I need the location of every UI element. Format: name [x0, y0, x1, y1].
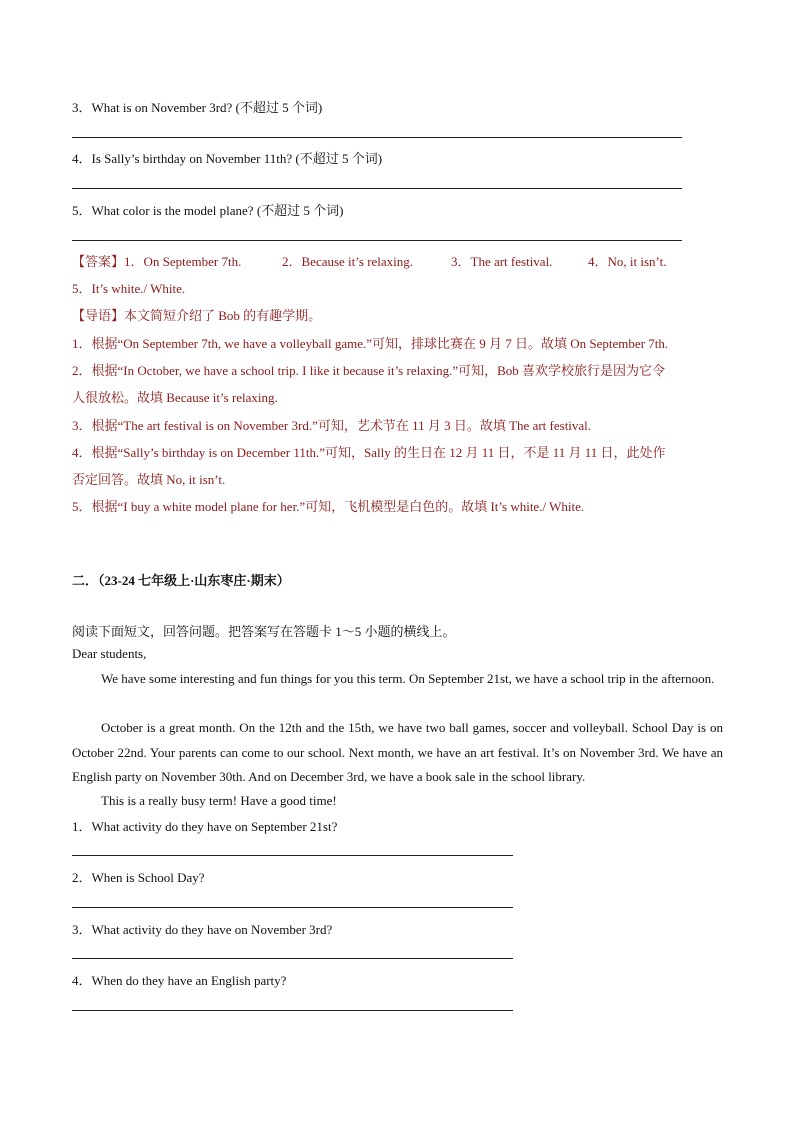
explanation-2-line1: 2．根据“In October, we have a school trip. I like it because it’s relaxing.”可知，Bob 喜欢学校旅行是因为它令: [72, 363, 666, 378]
section-heading: 二．（23-24 七年级上·山东枣庄·期末）: [72, 573, 290, 588]
answer-line-5[interactable]: [72, 240, 682, 241]
answer-line-4[interactable]: [72, 188, 682, 189]
answer-line-3[interactable]: [72, 137, 682, 138]
guide-tag: 【导语】: [72, 308, 125, 323]
passage-question-2: 2．When is School Day?: [72, 870, 205, 885]
answer-5: 5．It’s white./ White.: [72, 281, 186, 296]
answer-3: 3．The art festival.: [451, 254, 553, 269]
question-4: 4．Is Sally’s birthday on November 11th? (不超过 5 个词): [72, 151, 383, 166]
answer-4: 4．No, it isn’t.: [588, 254, 667, 269]
passage-paragraph-3: This is a really busy term! Have a good time!: [101, 793, 337, 808]
passage-paragraph-1: We have some interesting and fun things for you this term. On September 21st, we have a school trip in the afternoon.: [101, 671, 715, 686]
explanation-4-line2: 否定回答。故填 No, it isn’t.: [72, 472, 226, 487]
guide-text: 本文简短介绍了 Bob 的有趣学期。: [124, 308, 322, 323]
answer-tag: 【答案】: [72, 254, 125, 269]
answer-block: [72, 251, 241, 270]
explanation-2-line2: 人很放松。故填 Because it’s relaxing.: [72, 390, 278, 405]
passage-question-1: 1．What activity do they have on September 21st?: [72, 819, 338, 834]
passage-answer-line-3[interactable]: [72, 958, 513, 959]
explanation-4-line1: 4．根据“Sally’s birthday is on December 11th.”可知，Sally 的生日在 12 月 11 日，不是 11 月 11 日，此处作: [72, 445, 666, 460]
passage-question-3: 3．What activity do they have on November 3rd?: [72, 922, 333, 937]
guide-line: [72, 305, 321, 324]
question-3: 3．What is on November 3rd? (不超过 5 个词): [72, 100, 323, 115]
passage-answer-line-4[interactable]: [72, 1010, 513, 1011]
explanation-3: 3．根据“The art festival is on November 3rd.”可知，艺术节在 11 月 3 日。故填 The art festival.: [72, 418, 592, 433]
explanation-1: 1．根据“On September 7th, we have a volleyball game.”可知，排球比赛在 9 月 7 日。故填 On September 7th.: [72, 336, 669, 351]
question-5: 5．What color is the model plane? (不超过 5 个词): [72, 203, 344, 218]
answer-1: 1．On September 7th.: [124, 254, 242, 269]
passage-answer-line-2[interactable]: [72, 907, 513, 908]
passage-answer-line-1[interactable]: [72, 855, 513, 856]
explanation-5: 5．根据“I buy a white model plane for her.”可知，飞机模型是白色的。故填 It’s white./ White.: [72, 499, 585, 514]
answer-2: 2．Because it’s relaxing.: [282, 254, 414, 269]
passage-question-4: 4．When do they have an English party?: [72, 973, 287, 988]
instruction: 阅读下面短文，回答问题。把答案写在答题卡 1～5 小题的横线上。: [72, 624, 456, 639]
salutation: Dear students,: [72, 646, 147, 661]
passage-paragraph-2: October is a great month. On the 12th and the 15th, we have two ball games, soccer and volleyball. School Day is on October 22nd. Your parents can come to our school. Next month, we have an art festival. It’s on November 3rd. We have an English party on November 30th. And on December 3rd, we have a book sale in the school library.: [72, 720, 723, 784]
